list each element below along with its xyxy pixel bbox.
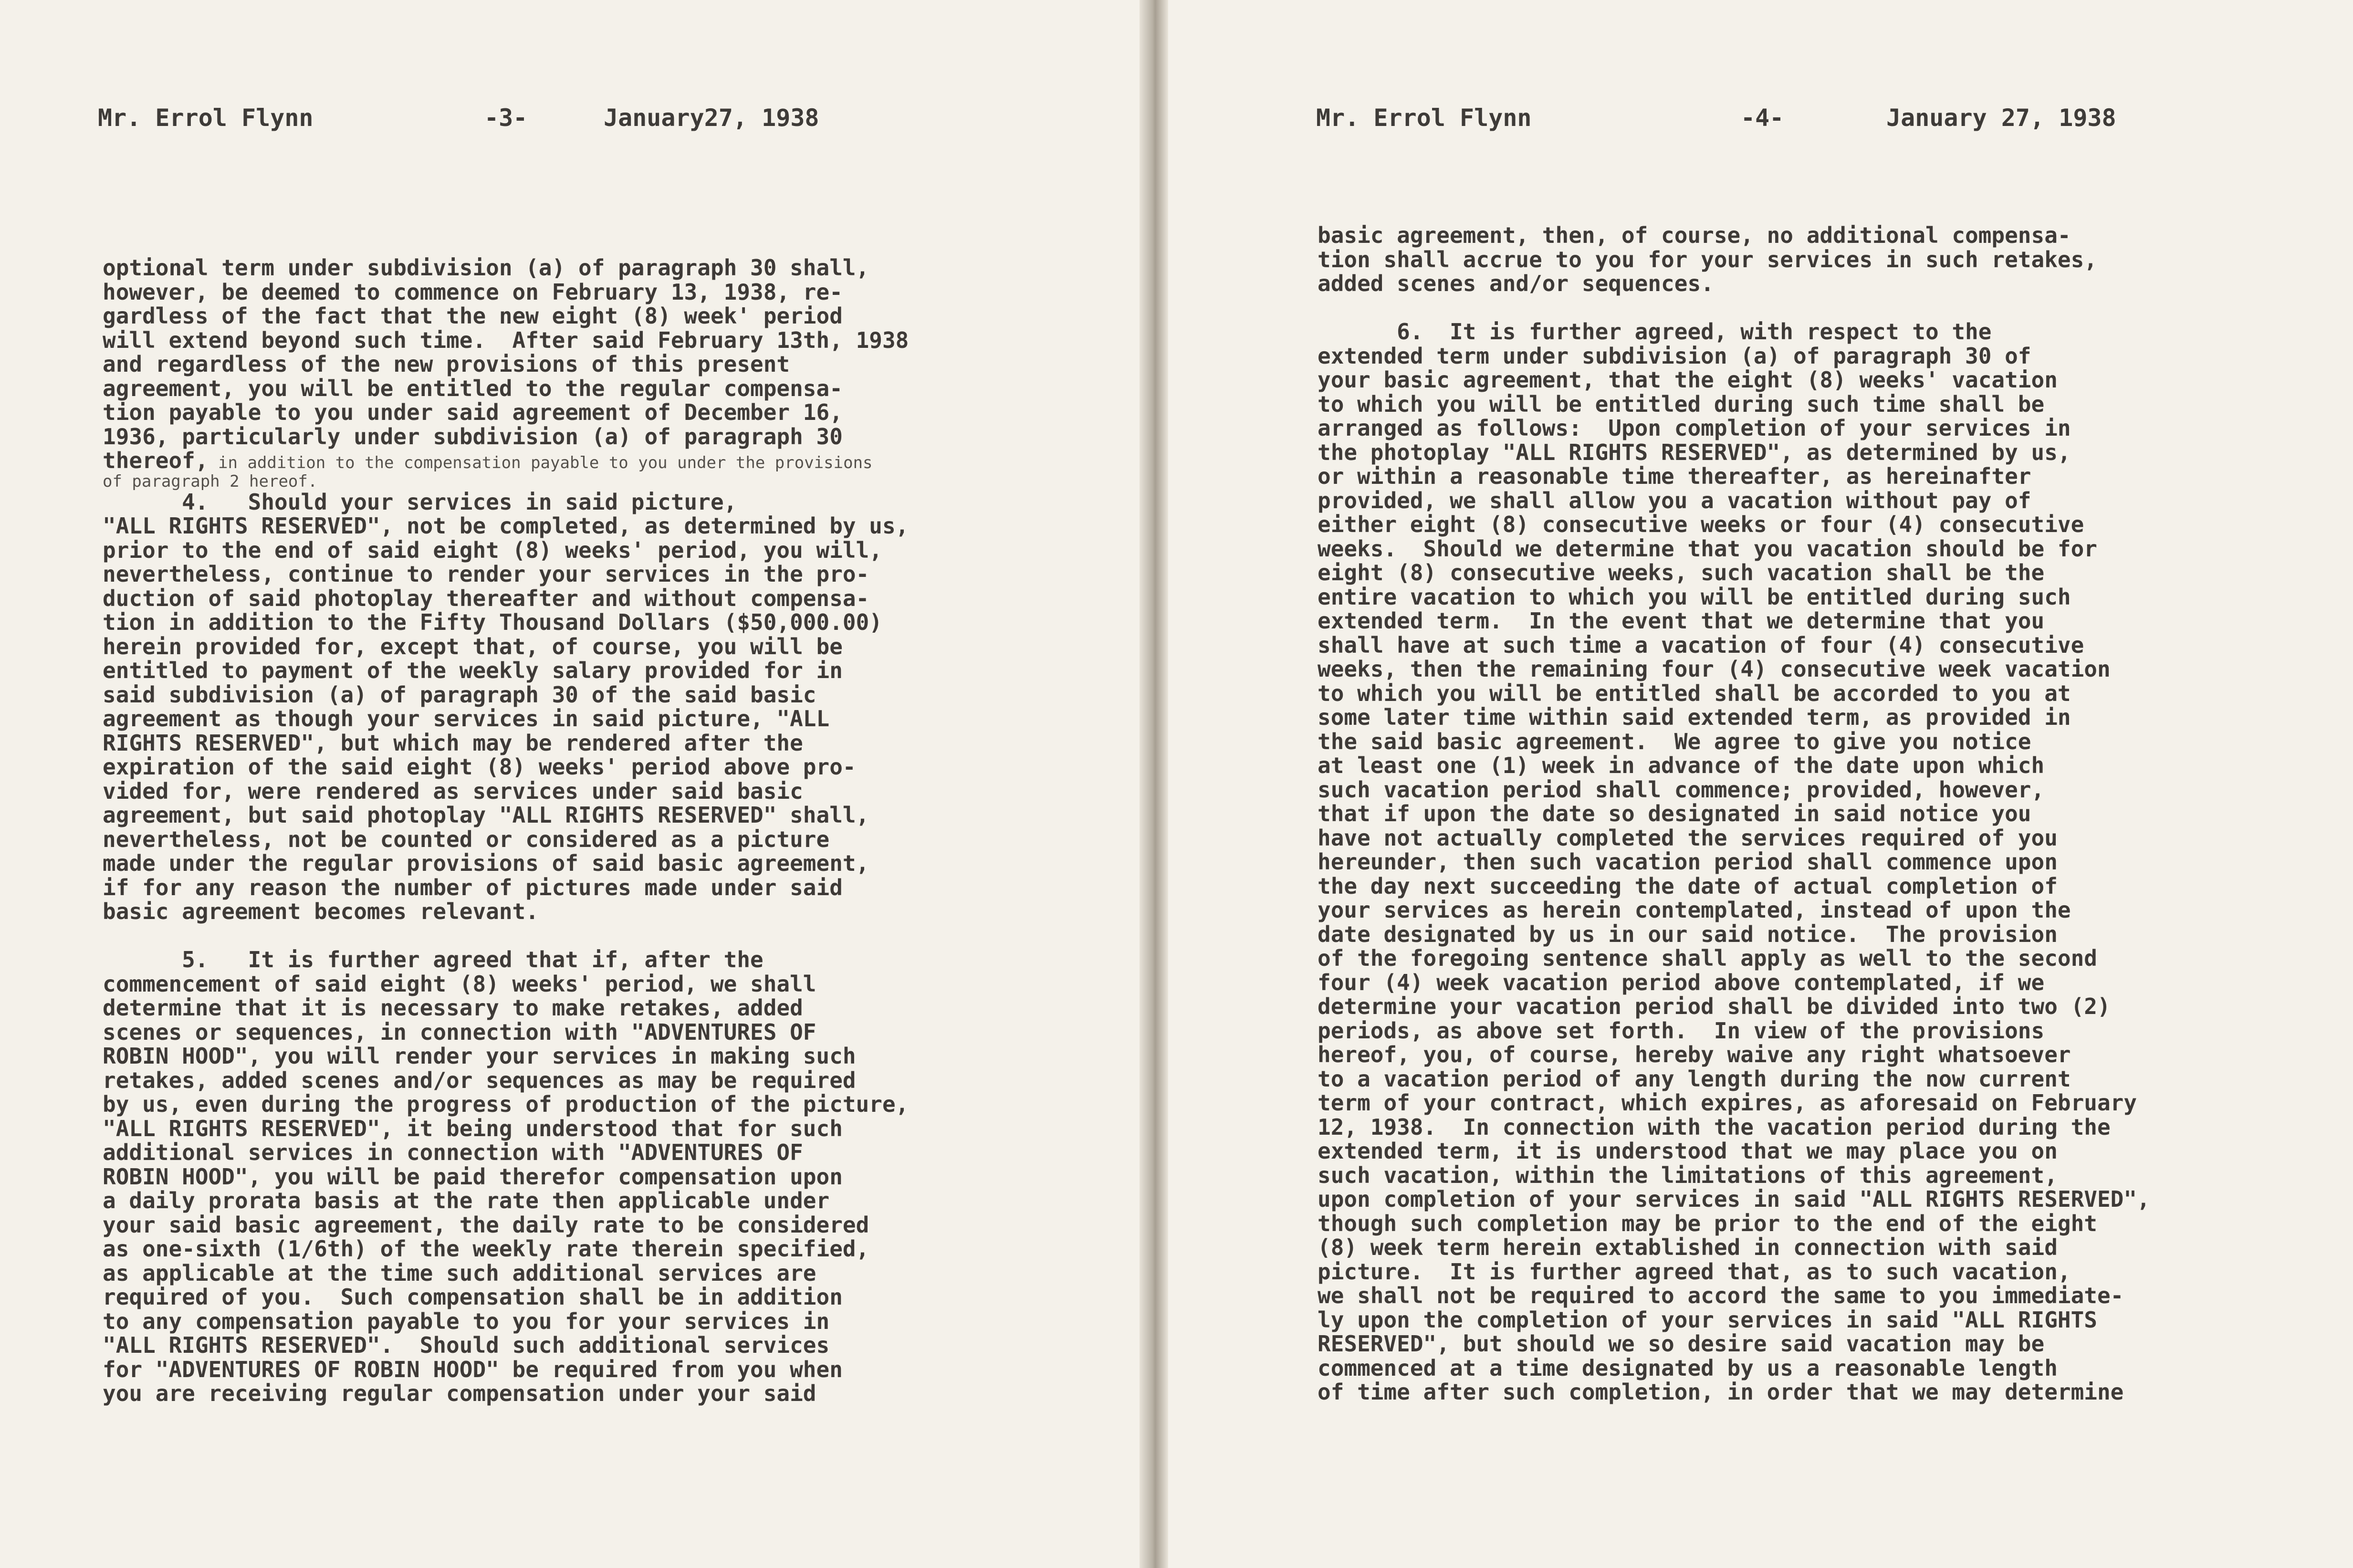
text-line: duction of said photoplay thereafter and without compensa-	[103, 585, 869, 611]
text-line: nevertheless, continue to render your services in the pro-	[103, 561, 869, 587]
text-line: retakes, added scenes and/or sequences as may be required	[103, 1067, 856, 1093]
text-line: entire vacation to which you will be entitled during such	[1318, 584, 2071, 610]
text-line: agreement, you will be entitled to the regular compensa-	[103, 375, 843, 401]
text-line: agreement, but said photoplay "ALL RIGHTS RESERVED" shall,	[103, 802, 869, 828]
text-line: 12, 1938. In connection with the vacation period during the	[1318, 1114, 2111, 1140]
text-line: will extend beyond such time. After said February 13th, 1938	[103, 327, 909, 353]
text-line: basic agreement becomes relevant.	[103, 899, 539, 924]
text-line: expiration of the said eight (8) weeks' period above pro-	[103, 754, 856, 780]
page-4-date: January 27, 1938	[1886, 104, 2116, 132]
text-line	[103, 924, 909, 948]
text-line: and regardless of the new provisions of this present	[103, 351, 790, 377]
text-line: entitled to payment of the weekly salary provided for in	[103, 658, 843, 683]
text-line: your basic agreement, that the eight (8) weeks' vacation	[1318, 367, 2058, 393]
text-line: of time after such completion, in order that we may determine	[1318, 1379, 2124, 1405]
text-line: at least one (1) week in advance of the date upon which	[1318, 753, 2045, 778]
text-line: eight (8) consecutive weeks, such vacation shall be the	[1318, 560, 2045, 585]
inserted-text: in addition to the compensation payable to you under the provisions	[208, 453, 873, 472]
text-line: determine your vacation period shall be divided into two (2)	[1318, 993, 2111, 1019]
text-line: some later time within said extended term, as provided in	[1318, 704, 2071, 730]
text-line: of the foregoing sentence shall apply as well to the second	[1318, 945, 2097, 971]
text-line: to which you will be entitled during such time shall be	[1318, 391, 2045, 417]
text-line: optional term under subdivision (a) of paragraph 30 shall,	[103, 255, 869, 281]
text-line: weeks, then the remaining four (4) consecutive week vacation	[1318, 656, 2111, 682]
text-line: extended term under subdivision (a) of paragraph 30 of	[1318, 343, 2031, 369]
text-line: hereof, you, of course, hereby waive any right whatsoever	[1318, 1042, 2071, 1067]
page-gutter	[1140, 0, 1168, 1568]
text-line: your services as herein contemplated, instead of upon the	[1318, 897, 2071, 923]
text-line: commencement of said eight (8) weeks' period, we shall	[103, 971, 816, 997]
page-3-number: -3-	[484, 104, 528, 132]
text-line: herein provided for, except that, of course, you will be	[103, 633, 843, 659]
letter-page-4	[1168, 0, 2353, 1568]
text-line: provided, we shall allow you a vacation without pay of	[1318, 487, 2031, 513]
text-line: agreement as though your services in said picture, "ALL	[103, 706, 830, 732]
text-line: the day next succeeding the date of actual completion of	[1318, 873, 2058, 899]
text-line: vided for, were rendered as services under said basic	[103, 778, 803, 804]
text-line: to a vacation period of any length during the now current	[1318, 1066, 2071, 1092]
text-line: such vacation period shall commence; provided, however,	[1318, 776, 2045, 803]
text-line: however, be deemed to commence on February 13, 1938, re-	[103, 279, 843, 305]
text-line: ROBIN HOOD", you will render your services in making such	[103, 1043, 856, 1069]
text-line: ROBIN HOOD", you will be paid therefor compensation upon	[103, 1163, 843, 1190]
text-line: shall have at such time a vacation of four (4) consecutive	[1318, 632, 2084, 658]
text-line: RIGHTS RESERVED", but which may be rendered after the	[103, 730, 803, 756]
text-line: prior to the end of said eight (8) weeks' period, you will,	[103, 537, 882, 563]
text-line: such vacation, within the limitations of this agreement,	[1318, 1162, 2058, 1188]
text-line: 6. It is further agreed, with respect to the	[1318, 319, 1992, 345]
text-line: we shall not be required to accord the same to you immediate-	[1318, 1283, 2124, 1308]
text-line: ly upon the completion of your services in said "ALL RIGHTS	[1318, 1307, 2097, 1333]
text-line: to any compensation payable to you for your services in	[103, 1308, 830, 1334]
text-line: tion shall accrue to you for your services in such retakes,	[1318, 246, 2097, 272]
text-line: said subdivision (a) of paragraph 30 of the said basic	[103, 681, 816, 708]
text-line: of paragraph 2 hereof.	[103, 471, 318, 491]
text-line: though such completion may be prior to the end of the eight	[1318, 1210, 2097, 1236]
text-line: by us, even during the progress of production of the picture,	[103, 1091, 909, 1117]
page-4-addressee: Mr. Errol Flynn	[1316, 104, 1532, 132]
text-line: determine that it is necessary to make retakes, added	[103, 995, 803, 1021]
text-line: a daily prorata basis at the rate then applicable under	[103, 1188, 830, 1213]
text-line: scenes or sequences, in connection with "ADVENTURES OF	[103, 1019, 816, 1045]
text-line: 4. Should your services in said picture,	[103, 489, 737, 515]
text-line: for "ADVENTURES OF ROBIN HOOD" be required from you when	[103, 1356, 843, 1382]
text-line: commenced at a time designated by us a reasonable length	[1318, 1355, 2058, 1381]
text-line: 5. It is further agreed that if, after the	[103, 947, 763, 972]
text-line: extended term, it is understood that we may place you on	[1318, 1138, 2058, 1164]
text-line: your said basic agreement, the daily rate to be considered	[103, 1212, 869, 1238]
text-line: extended term. In the event that we determine that you	[1318, 608, 2045, 634]
text-line: basic agreement, then, of course, no additional compensa-	[1318, 222, 2071, 248]
text-line: have not actually completed the services required of you	[1318, 825, 2058, 851]
text-line: weeks. Should we determine that you vacation should be for	[1318, 535, 2097, 562]
text-line: date designated by us in our said notice. The provision	[1318, 921, 2058, 947]
text-line: picture. It is further agreed that, as to such vacation,	[1318, 1258, 2071, 1285]
text-line: 1936, particularly under subdivision (a) of paragraph 30	[103, 423, 843, 449]
text-line: "ALL RIGHTS RESERVED", not be completed, as determined by us,	[103, 513, 909, 539]
text-line: additional services in connection with "ADVENTURES OF	[103, 1139, 803, 1165]
text-line: tion in addition to the Fifty Thousand Dollars ($50,000.00)	[103, 609, 882, 635]
text-line: as one-sixth (1/6th) of the weekly rate therein specified,	[103, 1236, 869, 1262]
text-line: you are receiving regular compensation under your said	[103, 1380, 816, 1406]
text-line: the said basic agreement. We agree to give you notice	[1318, 728, 2031, 754]
page-3-body	[103, 256, 909, 1406]
text-line: (8) week term herein extablished in connection with said	[1318, 1234, 2058, 1260]
page-3-date: January27, 1938	[604, 104, 819, 132]
letter-page-3	[0, 0, 1140, 1568]
text-line: to which you will be entitled shall be accorded to you at	[1318, 680, 2071, 706]
text-line: as applicable at the time such additional services are	[103, 1260, 816, 1286]
text-line: arranged as follows: Upon completion of your services in	[1318, 415, 2071, 441]
text-line	[103, 449, 909, 473]
text-line: required of you. Such compensation shall be in addition	[103, 1284, 843, 1310]
text-line: made under the regular provisions of said basic agreement,	[103, 850, 869, 876]
text-line: RESERVED", but should we so desire said vacation may be	[1318, 1331, 2045, 1357]
text-line: the photoplay "ALL RIGHTS RESERVED", as determined by us,	[1318, 439, 2071, 465]
text-line: nevertheless, not be counted or considered as a picture	[103, 826, 830, 852]
text-line-segment: thereof,	[103, 448, 209, 473]
page-4-number: -4-	[1741, 104, 1784, 132]
text-line: either eight (8) consecutive weeks or four (4) consecutive	[1318, 512, 2084, 537]
text-line: four (4) week vacation period above contemplated, if we	[1318, 969, 2045, 995]
page-3-addressee: Mr. Errol Flynn	[98, 104, 314, 132]
text-line: periods, as above set forth. In view of the provisions	[1318, 1017, 2045, 1044]
text-line: upon completion of your services in said "ALL RIGHTS RESERVED",	[1318, 1186, 2150, 1212]
text-line: that if upon the date so designated in said notice you	[1318, 801, 2031, 826]
text-line: hereunder, then such vacation period shall commence upon	[1318, 849, 2058, 875]
text-line: "ALL RIGHTS RESERVED". Should such additional services	[103, 1332, 830, 1358]
text-line: "ALL RIGHTS RESERVED", it being understood that for such	[103, 1115, 843, 1141]
text-line: if for any reason the number of pictures made under said	[103, 874, 843, 900]
text-line: gardless of the fact that the new eight (8) week' period	[103, 303, 843, 329]
text-line: or within a reasonable time thereafter, as hereinafter	[1318, 463, 2031, 489]
text-line: tion payable to you under said agreement of December 16,	[103, 399, 843, 425]
page-4-body	[1318, 223, 2150, 1404]
text-line: term of your contract, which expires, as aforesaid on February	[1318, 1090, 2137, 1116]
text-line: added scenes and/or sequences.	[1318, 271, 1714, 296]
text-line	[1318, 296, 2150, 320]
